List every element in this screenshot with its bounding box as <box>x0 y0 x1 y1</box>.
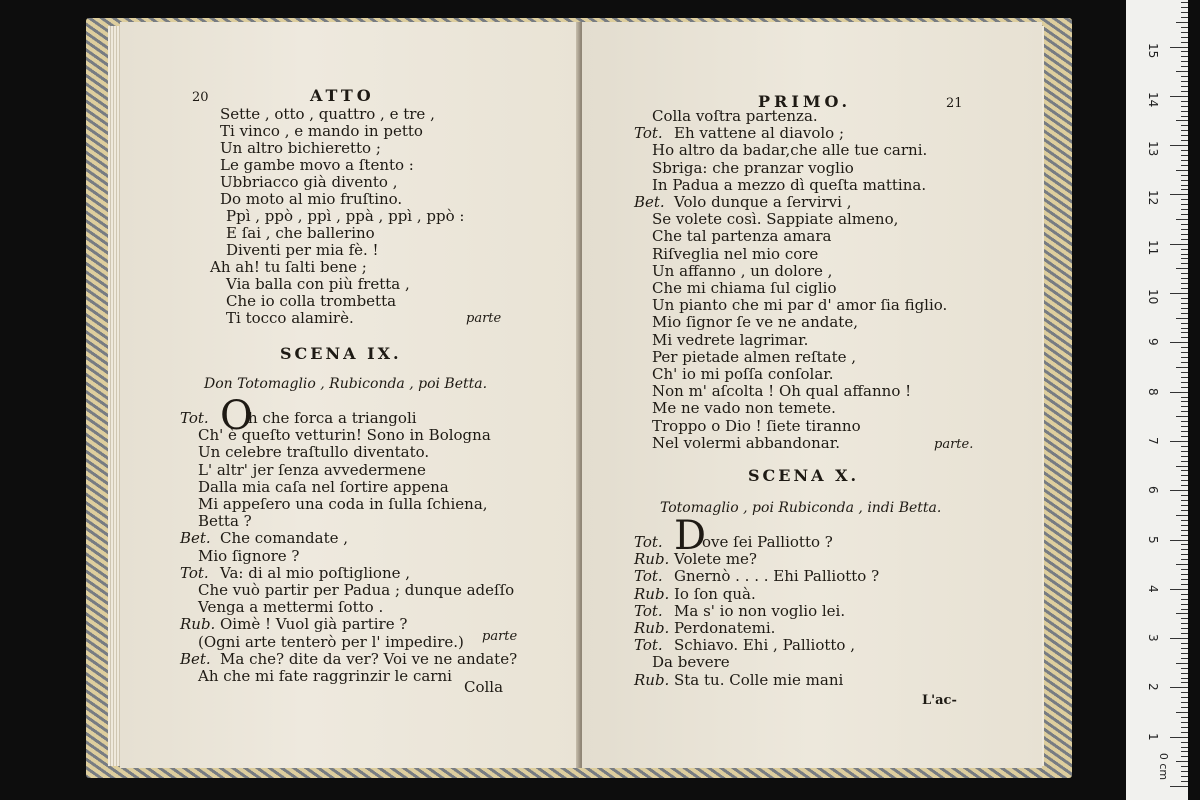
verse-line: Ti tocco alamirè. <box>226 309 354 327</box>
speaker-label: Tot. <box>634 601 663 620</box>
ruler-tick <box>1176 515 1188 516</box>
verse-line: Un altro bichieretto ; <box>220 139 381 157</box>
ruler-tick <box>1181 401 1188 402</box>
speaker-label: Tot. <box>180 563 209 582</box>
ruler-tick <box>1181 32 1188 33</box>
ruler-tick <box>1181 352 1188 353</box>
ruler-number: 6 <box>1146 486 1160 494</box>
dialogue-line: Me ne vado non temete. <box>652 399 836 418</box>
ruler-tick <box>1181 76 1188 77</box>
catchword: Colla <box>464 678 504 696</box>
ruler-tick <box>1181 387 1188 388</box>
ruler-tick <box>1181 766 1188 767</box>
ruler-tick <box>1181 525 1188 526</box>
ruler-tick <box>1170 786 1188 787</box>
ruler-tick <box>1181 155 1188 156</box>
left-page <box>120 22 580 768</box>
ruler-tick <box>1181 204 1188 205</box>
ruler-tick <box>1181 101 1188 102</box>
speaker-label: Bet. <box>180 529 211 548</box>
ruler-tick <box>1181 362 1188 363</box>
right-page <box>582 22 1042 768</box>
ruler-tick <box>1176 367 1188 368</box>
ruler-tick <box>1176 71 1188 72</box>
ruler-tick <box>1181 732 1188 733</box>
dialogue-line: Schiavo. Ehi , Palliotto , <box>674 636 855 655</box>
ruler-tick <box>1181 81 1188 82</box>
ruler-tick <box>1181 633 1188 634</box>
ruler-tick <box>1181 643 1188 644</box>
ruler-tick <box>1181 609 1188 610</box>
ruler-tick <box>1181 544 1188 545</box>
ruler-tick <box>1176 170 1188 171</box>
dialogue-line: h che forca a triangoli <box>248 409 417 427</box>
dialogue-line: Sbriga: che pranzar voglio <box>652 158 854 177</box>
dialogue-line: Colla voſtra partenza. <box>652 107 818 125</box>
ruler-tick <box>1181 150 1188 151</box>
ruler-number: 2 <box>1146 683 1160 692</box>
ruler-tick <box>1181 175 1188 176</box>
ruler-tick <box>1181 604 1188 605</box>
ruler-tick <box>1181 273 1188 274</box>
ruler-tick <box>1181 549 1188 550</box>
ruler-tick <box>1170 540 1188 541</box>
ruler-tick <box>1181 229 1188 230</box>
open-book <box>120 22 1042 770</box>
ruler-number: 7 <box>1146 436 1160 445</box>
ruler-tick <box>1181 431 1188 432</box>
ruler-tick <box>1176 761 1188 762</box>
ruler-tick <box>1181 480 1188 481</box>
dialogue-line: Mi vedrete lagrimar. <box>652 330 809 349</box>
ruler-tick <box>1181 520 1188 521</box>
ruler-tick <box>1181 678 1188 679</box>
ruler-tick <box>1176 22 1188 23</box>
dialogue-line: Che vuò partir per Padua ; dunque adeſſo <box>198 581 515 599</box>
ruler-number: 4 <box>1146 584 1160 593</box>
drop-cap: D <box>674 513 707 559</box>
ruler-tick <box>1181 283 1188 284</box>
ruler-tick <box>1181 328 1188 329</box>
verse-line: Ti vinco , e mando in petto <box>220 122 423 140</box>
ruler-tick <box>1181 332 1188 333</box>
ruler-tick <box>1181 485 1188 486</box>
ruler-tick <box>1181 697 1188 698</box>
ruler-tick <box>1181 554 1188 555</box>
ruler-tick <box>1181 495 1188 496</box>
ruler-number: 9 <box>1146 338 1160 346</box>
ruler-tick <box>1181 258 1188 259</box>
ruler-tick <box>1181 781 1188 782</box>
dialogue-line: Ch' è queſto vetturin! Sono in Bologna <box>198 426 491 445</box>
ruler-tick <box>1181 406 1188 407</box>
dialogue-line: Troppo o Dio ! ſiete tiranno <box>652 416 861 435</box>
speaker-label: Tot. <box>634 636 663 655</box>
dialogue-line: Da bevere <box>652 653 730 672</box>
ruler-tick <box>1176 268 1188 269</box>
verse-line: Le gambe movo a ſtento : <box>220 156 414 174</box>
ruler-tick <box>1181 436 1188 437</box>
ruler-tick <box>1181 579 1188 580</box>
ruler-tick <box>1181 451 1188 452</box>
ruler-tick <box>1170 490 1188 491</box>
verse-line: Via balla con più fretta , <box>226 275 410 293</box>
stage-direction-exit: parte <box>466 311 502 326</box>
stage-direction-exit: parte <box>482 629 518 644</box>
dialogue-line: Un celebre traſtullo diventato. <box>198 443 430 462</box>
ruler-tick <box>1181 86 1188 87</box>
ruler-tick <box>1176 712 1188 713</box>
page-number: 21 <box>946 96 963 111</box>
ruler-tick <box>1181 682 1188 683</box>
running-head: ATTO <box>310 86 375 105</box>
speaker-label: Tot. <box>180 409 209 427</box>
ruler-tick <box>1181 510 1188 511</box>
ruler-tick <box>1181 599 1188 600</box>
dialogue-line: Ho altro da badar,che alle tue carni. <box>652 141 928 160</box>
ruler-tick <box>1181 347 1188 348</box>
ruler-tick <box>1181 135 1188 136</box>
ruler-tick <box>1170 441 1188 442</box>
dialogue-line: Va: di al mio poſtiglione , <box>220 563 411 582</box>
dialogue-line: Ah che mi fate raggrinzir le carni <box>198 667 452 685</box>
dialogue-line: Mio ſignor ſe ve ne andate, <box>652 313 858 332</box>
ruler-tick <box>1181 51 1188 52</box>
ruler-tick <box>1176 120 1188 121</box>
ruler-tick <box>1181 27 1188 28</box>
ruler-tick <box>1181 776 1188 777</box>
ruler-tick <box>1170 392 1188 393</box>
ruler-tick <box>1176 613 1188 614</box>
ruler-tick <box>1181 618 1188 619</box>
dialogue-line: Volete me? <box>674 550 757 569</box>
ruler-tick <box>1181 160 1188 161</box>
stage-direction-exit: parte. <box>934 437 974 452</box>
ruler-tick <box>1181 106 1188 107</box>
ruler-tick <box>1181 234 1188 235</box>
ruler-number: 12 <box>1146 190 1160 206</box>
dialogue-line: Che mi chiama ſul ciglio <box>652 279 837 297</box>
speaker-label: Bet. <box>180 649 211 668</box>
dialogue-line: Non m' aſcolta ! Oh qual affanno ! <box>652 382 912 401</box>
ruler-number: 1 <box>1146 732 1160 741</box>
ruler-tick <box>1181 500 1188 501</box>
dialogue-line: Volo dunque a ſervirvi , <box>674 193 852 211</box>
speaker-label: Bet. <box>634 193 665 211</box>
ruler-tick <box>1181 623 1188 624</box>
verse-line: Diventi per mia fè. ! <box>226 241 379 259</box>
speaker-label: Tot. <box>634 567 663 586</box>
verse-line: Ppì , ppò , ppì , ppà , ppì , ppò : <box>226 207 465 225</box>
verse-line: Che io colla trombetta <box>226 292 397 310</box>
ruler-tick <box>1170 145 1188 146</box>
dialogue-line: Che comandate , <box>220 529 349 548</box>
speaker-label: Rub. <box>634 550 670 569</box>
ruler-tick <box>1170 342 1188 343</box>
ruler-tick <box>1181 298 1188 299</box>
ruler-tick <box>1181 673 1188 674</box>
dialogue-line: Sta tu. Colle mie mani <box>674 670 844 689</box>
ruler-tick <box>1170 589 1188 590</box>
ruler-tick <box>1181 569 1188 570</box>
speaker-label: Rub. <box>634 670 670 689</box>
ruler-tick <box>1170 47 1188 48</box>
ruler-tick <box>1181 747 1188 748</box>
ruler-tick <box>1181 727 1188 728</box>
ruler-tick <box>1181 91 1188 92</box>
verse-line: Ubbriacco già divento , <box>220 173 398 191</box>
ruler-tick <box>1181 61 1188 62</box>
ruler-number: 8 <box>1146 387 1160 396</box>
ruler-tick <box>1181 303 1188 304</box>
dialogue-line: Che tal partenza amara <box>652 227 832 246</box>
ruler-tick <box>1181 263 1188 264</box>
dialogue-line: Un pianto che mi par d' amor ſia figlio. <box>652 296 948 315</box>
ruler-tick <box>1181 707 1188 708</box>
ruler-tick <box>1181 653 1188 654</box>
ruler-unit-label: 0 cm <box>1157 752 1171 781</box>
dialogue-line: Mio ſignore ? <box>198 546 300 565</box>
ruler-tick <box>1181 751 1188 752</box>
ruler-tick <box>1181 594 1188 595</box>
ruler-tick <box>1181 530 1188 531</box>
ruler-tick <box>1181 648 1188 649</box>
verse-line: E ſai , che ballerino <box>226 224 375 242</box>
ruler-tick <box>1181 470 1188 471</box>
ruler-tick <box>1181 702 1188 703</box>
dialogue-line: Mi appeſero una coda in ſulla ſchiena, <box>198 495 488 513</box>
ruler-number: 11 <box>1146 239 1160 255</box>
ruler-tick <box>1181 372 1188 373</box>
ruler-tick <box>1181 505 1188 506</box>
ruler-tick <box>1181 254 1188 255</box>
ruler-tick <box>1181 337 1188 338</box>
ruler-tick <box>1181 111 1188 112</box>
ruler-tick <box>1181 742 1188 743</box>
ruler-number: 5 <box>1146 535 1160 544</box>
ruler-tick <box>1181 382 1188 383</box>
ruler-tick <box>1170 293 1188 294</box>
dialogue-line: Venga a mettermi ſotto . <box>198 598 384 617</box>
ruler-tick <box>1170 737 1188 738</box>
catchword: L'ac- <box>922 693 957 708</box>
dialogue-line: Dalla mia caſa nel ſortire appena <box>198 477 449 496</box>
ruler-tick <box>1181 658 1188 659</box>
ruler-tick <box>1181 7 1188 8</box>
verse-line: Ah ah! tu ſalti bene ; <box>210 258 367 276</box>
character-list: Totomaglio , poi Rubiconda , indi Betta. <box>660 500 942 516</box>
dialogue-line: ove ſei Palliotto ? <box>702 533 833 551</box>
ruler-tick <box>1176 663 1188 664</box>
ruler-tick <box>1181 717 1188 718</box>
ruler-tick <box>1181 628 1188 629</box>
speaker-label: Tot. <box>634 533 663 551</box>
ruler-tick <box>1181 2 1188 3</box>
dialogue-line: Perdonatemi. <box>674 619 776 637</box>
speaker-label: Rub. <box>180 615 216 634</box>
ruler-number: 10 <box>1146 289 1160 305</box>
dialogue-line: Oimè ! Vuol già partire ? <box>220 615 408 634</box>
dialogue-line: Per pietade almen reſtate , <box>652 347 857 366</box>
dialogue-line: Se volete così. Sappiate almeno, <box>652 210 899 229</box>
ruler-number: 14 <box>1146 91 1160 108</box>
dialogue-line: Io ſon quà. <box>674 584 756 603</box>
scene-title: SCENA IX. <box>280 344 402 363</box>
speaker-label: Rub. <box>634 619 670 637</box>
ruler-tick <box>1181 42 1188 43</box>
ruler-tick <box>1181 722 1188 723</box>
ruler-tick <box>1181 584 1188 585</box>
ruler-tick <box>1170 638 1188 639</box>
ruler-tick <box>1181 209 1188 210</box>
character-list: Don Totomaglio , Rubiconda , poi Betta. <box>204 376 488 392</box>
dialogue-line: Ma s' io non voglio lei. <box>674 601 846 620</box>
ruler-tick <box>1176 416 1188 417</box>
ruler-tick <box>1176 219 1188 220</box>
ruler-tick <box>1181 37 1188 38</box>
ruler-tick <box>1170 244 1188 245</box>
ruler-tick <box>1181 756 1188 757</box>
ruler-tick <box>1176 466 1188 467</box>
ruler-number: 15 <box>1146 42 1160 58</box>
dialogue-line: Nel volermi abbandonar. <box>652 433 840 452</box>
ruler-tick <box>1181 199 1188 200</box>
ruler-tick <box>1181 426 1188 427</box>
ruler-tick <box>1181 313 1188 314</box>
dialogue-line: In Padua a mezzo dì queſta mattina. <box>652 175 927 194</box>
ruler-tick <box>1181 239 1188 240</box>
ruler-tick <box>1181 165 1188 166</box>
ruler-tick <box>1181 574 1188 575</box>
scene-title: SCENA X. <box>748 466 860 485</box>
dialogue-line: Ch' io mi poſſa conſolar. <box>652 365 834 383</box>
dialogue-line: Ma che? dite da ver? Voi ve ne andate? <box>220 649 518 668</box>
ruler-tick <box>1181 475 1188 476</box>
ruler-tick <box>1181 446 1188 447</box>
ruler-tick <box>1181 189 1188 190</box>
ruler-tick <box>1181 411 1188 412</box>
ruler-tick <box>1181 377 1188 378</box>
dialogue-line: L' altr' jer ſenza avvedermene <box>198 460 426 479</box>
ruler-tick <box>1181 214 1188 215</box>
ruler-tick <box>1176 318 1188 319</box>
ruler-tick <box>1181 461 1188 462</box>
ruler-tick <box>1181 185 1188 186</box>
ruler-tick <box>1181 66 1188 67</box>
ruler-tick <box>1181 692 1188 693</box>
ruler-tick <box>1181 397 1188 398</box>
ruler-tick <box>1181 559 1188 560</box>
ruler-tick <box>1176 564 1188 565</box>
verse-line: Sette , otto , quattro , e tre , <box>220 105 435 123</box>
ruler-tick <box>1181 140 1188 141</box>
ruler-tick <box>1181 116 1188 117</box>
verse-line: Do moto al mio fruſtino. <box>220 190 403 208</box>
dialogue-line: Un affanno , un dolore , <box>652 261 833 280</box>
measuring-ruler <box>1126 0 1188 800</box>
ruler-tick <box>1181 278 1188 279</box>
speaker-label: Rub. <box>634 584 670 603</box>
ruler-tick <box>1181 668 1188 669</box>
running-head: PRIMO. <box>758 92 852 111</box>
ruler-tick <box>1181 130 1188 131</box>
ruler-tick <box>1181 535 1188 536</box>
dialogue-line: Betta ? <box>198 512 252 531</box>
ruler-number: 3 <box>1146 634 1160 642</box>
ruler-tick <box>1181 224 1188 225</box>
ruler-tick <box>1181 308 1188 309</box>
drop-cap: O <box>220 393 253 439</box>
ruler-tick <box>1181 249 1188 250</box>
ruler-tick <box>1170 194 1188 195</box>
ruler-tick <box>1181 421 1188 422</box>
ruler-tick <box>1181 323 1188 324</box>
dialogue-line: Gnernò . . . . Ehi Palliotto ? <box>674 567 880 586</box>
ruler-tick <box>1181 771 1188 772</box>
ruler-tick <box>1181 56 1188 57</box>
ruler-tick <box>1170 687 1188 688</box>
ruler-tick <box>1181 125 1188 126</box>
ruler-tick <box>1181 357 1188 358</box>
ruler-tick <box>1181 288 1188 289</box>
page-number: 20 <box>192 90 209 105</box>
dialogue-line: (Ogni arte tenterò per l' impedire.) <box>198 632 464 651</box>
dialogue-line: Eh vattene al diavolo ; <box>674 124 845 143</box>
ruler-tick <box>1181 456 1188 457</box>
dialogue-line: Riſveglia nel mio core <box>652 244 819 263</box>
ruler-number: 13 <box>1146 141 1160 157</box>
ruler-tick <box>1181 17 1188 18</box>
ruler-tick <box>1181 180 1188 181</box>
ruler-tick <box>1181 12 1188 13</box>
ruler-tick <box>1170 96 1188 97</box>
speaker-label: Tot. <box>634 124 663 143</box>
